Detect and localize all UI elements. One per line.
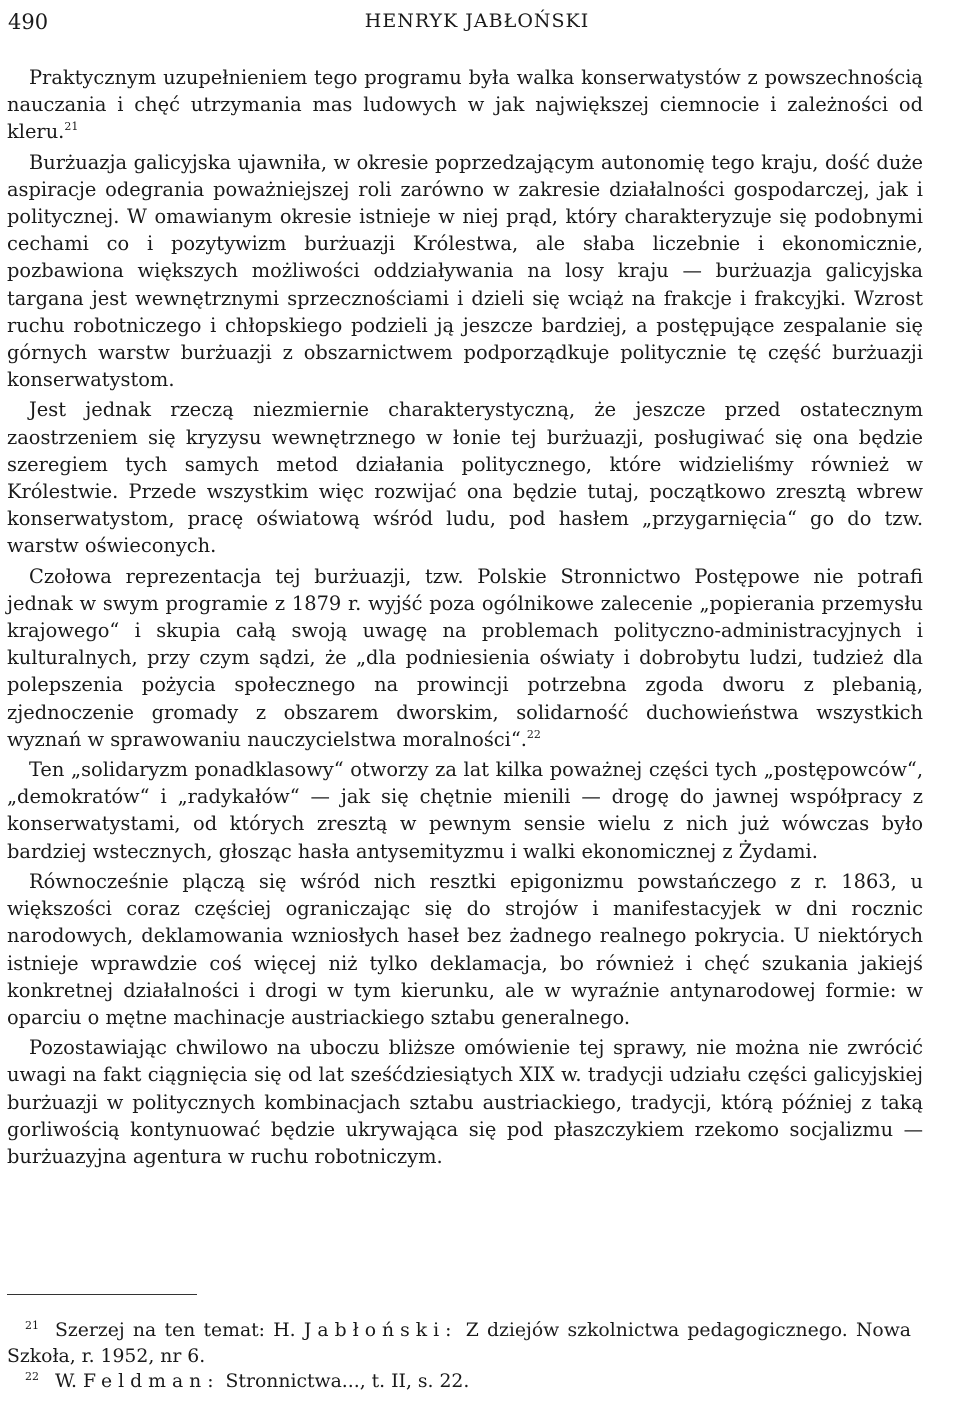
- paragraph-text: Burżuazja galicyjska ujawniła, w okresie poprzedzającym autonomię tego kraju, dość duże aspiracje odegrania poważniejszej roli zarówno w zakresie działalności gospodarczej, jak i politycznej. W omawianym okresie istnieje w niej prąd, który charakteryzuje się podobnymi cechami co i pozytywizm burżuazji Królestwa, ale słaba liczebnie i ekonomicznie, pozbawiona większych możliwości oddziaływania na losy kraju — burżuazja galicyjska targana jest wewnętrznymi sprzecznościami i dzieli się wciąż na frakcje i frakcyjki. Wzrost ruchu robotniczego i chłopskiego podzieli ją jeszcze bardziej, a postępujące zespalanie się górnych warstw burżuazji z obszarnictwem podporządkuje politycznie tę część burżuazji konserwatystom.: [7, 150, 923, 392]
- paragraph: [7, 563, 923, 753]
- footnote-text: Stronnictwa..., t. II, s. 22.: [225, 1371, 470, 1392]
- footnote-reference: 22: [526, 727, 541, 741]
- paragraph: Pozostawiając chwilowo na uboczu bliższe omówienie tej sprawy, nie można nie zwrócić uwagi na fakt ciągnięcia się od lat sześćdziesiątych XIX w. tradycji udziału części galicyjskiej burżuazji w politycznych kombinacjach sztabu austriackiego, tradycji, którą później z taką gorliwością kontynuować będzie ukrywająca się pod płaszczykiem rzekomo socjalizmu — burżuazyjna agentura w ruchu robotniczym.: [7, 1036, 923, 1168]
- paragraph: Ten „solidaryzm ponadklasowy“ otworzy za lat kilka poważnej części tych „postępowców“, „demokratów“ i „radykałów“ — jak się chętnie mienili — drogę do jawnej współpracy z konserwatystami, od których zresztą w pewnym sensie wielu z nich już wówczas było bardziej wstecznych, głosząc hasła antysemityzmu i walki ekonomicznej z Żydami.: [7, 758, 923, 863]
- footnote-text: Szerzej na ten temat: H.: [55, 1320, 296, 1341]
- footnote-mark: 22: [25, 1370, 39, 1383]
- footnote: [7, 1369, 911, 1395]
- footnote-author: Jabłoński:: [303, 1320, 458, 1341]
- footnote: [7, 1318, 911, 1369]
- footnote-reference: 21: [64, 120, 79, 134]
- footnote-author: Feldman:: [82, 1371, 220, 1392]
- paragraph: Równocześnie plączą się wśród nich resztki epigonizmu powstańczego z r. 1863, u większości coraz częściej ograniczając się do strojów i manifestacyjek w dni rocznic narodowych, deklamowania wzniosłych haseł bez żadnego realnego pokrycia. U niektórych istnieje wprawdzie coś więcej niż tylko deklamacja, bo również i chęć szukania jakiejś konkretnej działalności i drogi w tym kierunku, ale w wyraźnie antynarodowej formie: w oparciu o mętne machinacje austriackiego sztabu generalnego.: [7, 869, 923, 1029]
- footnote-mark: 21: [25, 1319, 39, 1332]
- body-text: [7, 64, 923, 1170]
- footnote-text: W.: [55, 1371, 77, 1392]
- paragraph-text: Czołowa reprezentacja tej burżuazji, tzw. Polskie Stronnictwo Postępowe nie potrafi jednak w swym programie z 1879 r. wyjść poza ogólnikowe zalecenie „popierania przemysłu krajowego“ i skupia całą swoją uwagę na problemach polityczno-administracyjnych i kulturalnych, przy czym sądzi, że „dla podniesienia oświaty i dobrobytu ludzi, tudzież dla polepszenia pożycia społecznego na prowincji potrzebna zgoda dworu z plebanią, zjednoczenie gromady z obszarem dworskim, solidarność duchowieństwa wszystkich wyznań w sprawowaniu nauczycielstwa moralności“.: [7, 564, 923, 751]
- footnote-text: Z dziejów szkolnictwa pedagogicznego. Nowa Szkoła, r. 1952, nr 6.: [7, 1320, 911, 1367]
- paragraph: [7, 149, 923, 394]
- footnote-separator: [7, 1294, 197, 1295]
- paragraph: [7, 64, 923, 146]
- page-header: [8, 10, 946, 38]
- page-number: 490: [8, 10, 49, 34]
- paragraph: Jest jednak rzeczą niezmiernie charakterystyczną, że jeszcze przed ostatecznym zaostrzeniem się kryzysu wewnętrznego w łonie tej burżuazji, posługiwać się ona będzie szeregiem tych samych metod działania politycznego, które widzieliśmy również w Królestwie. Przede wszystkim więc rozwijać ona będzie tutaj, początkowo zresztą wbrew konserwatystom, pracę oświatową wśród ludu, pod hasłem „przygarnięcia“ go do tzw. warstw oświeconych.: [7, 398, 923, 558]
- paragraph-text: Praktycznym uzupełnieniem tego programu była walka konserwatystów z powszechnością nauczania i chęć utrzymania mas ludowych w jak największej ciemnocie i zależności od kleru.: [7, 66, 923, 144]
- running-head: HENRYK JABŁOŃSKI: [364, 10, 590, 32]
- footnotes: [7, 1318, 911, 1395]
